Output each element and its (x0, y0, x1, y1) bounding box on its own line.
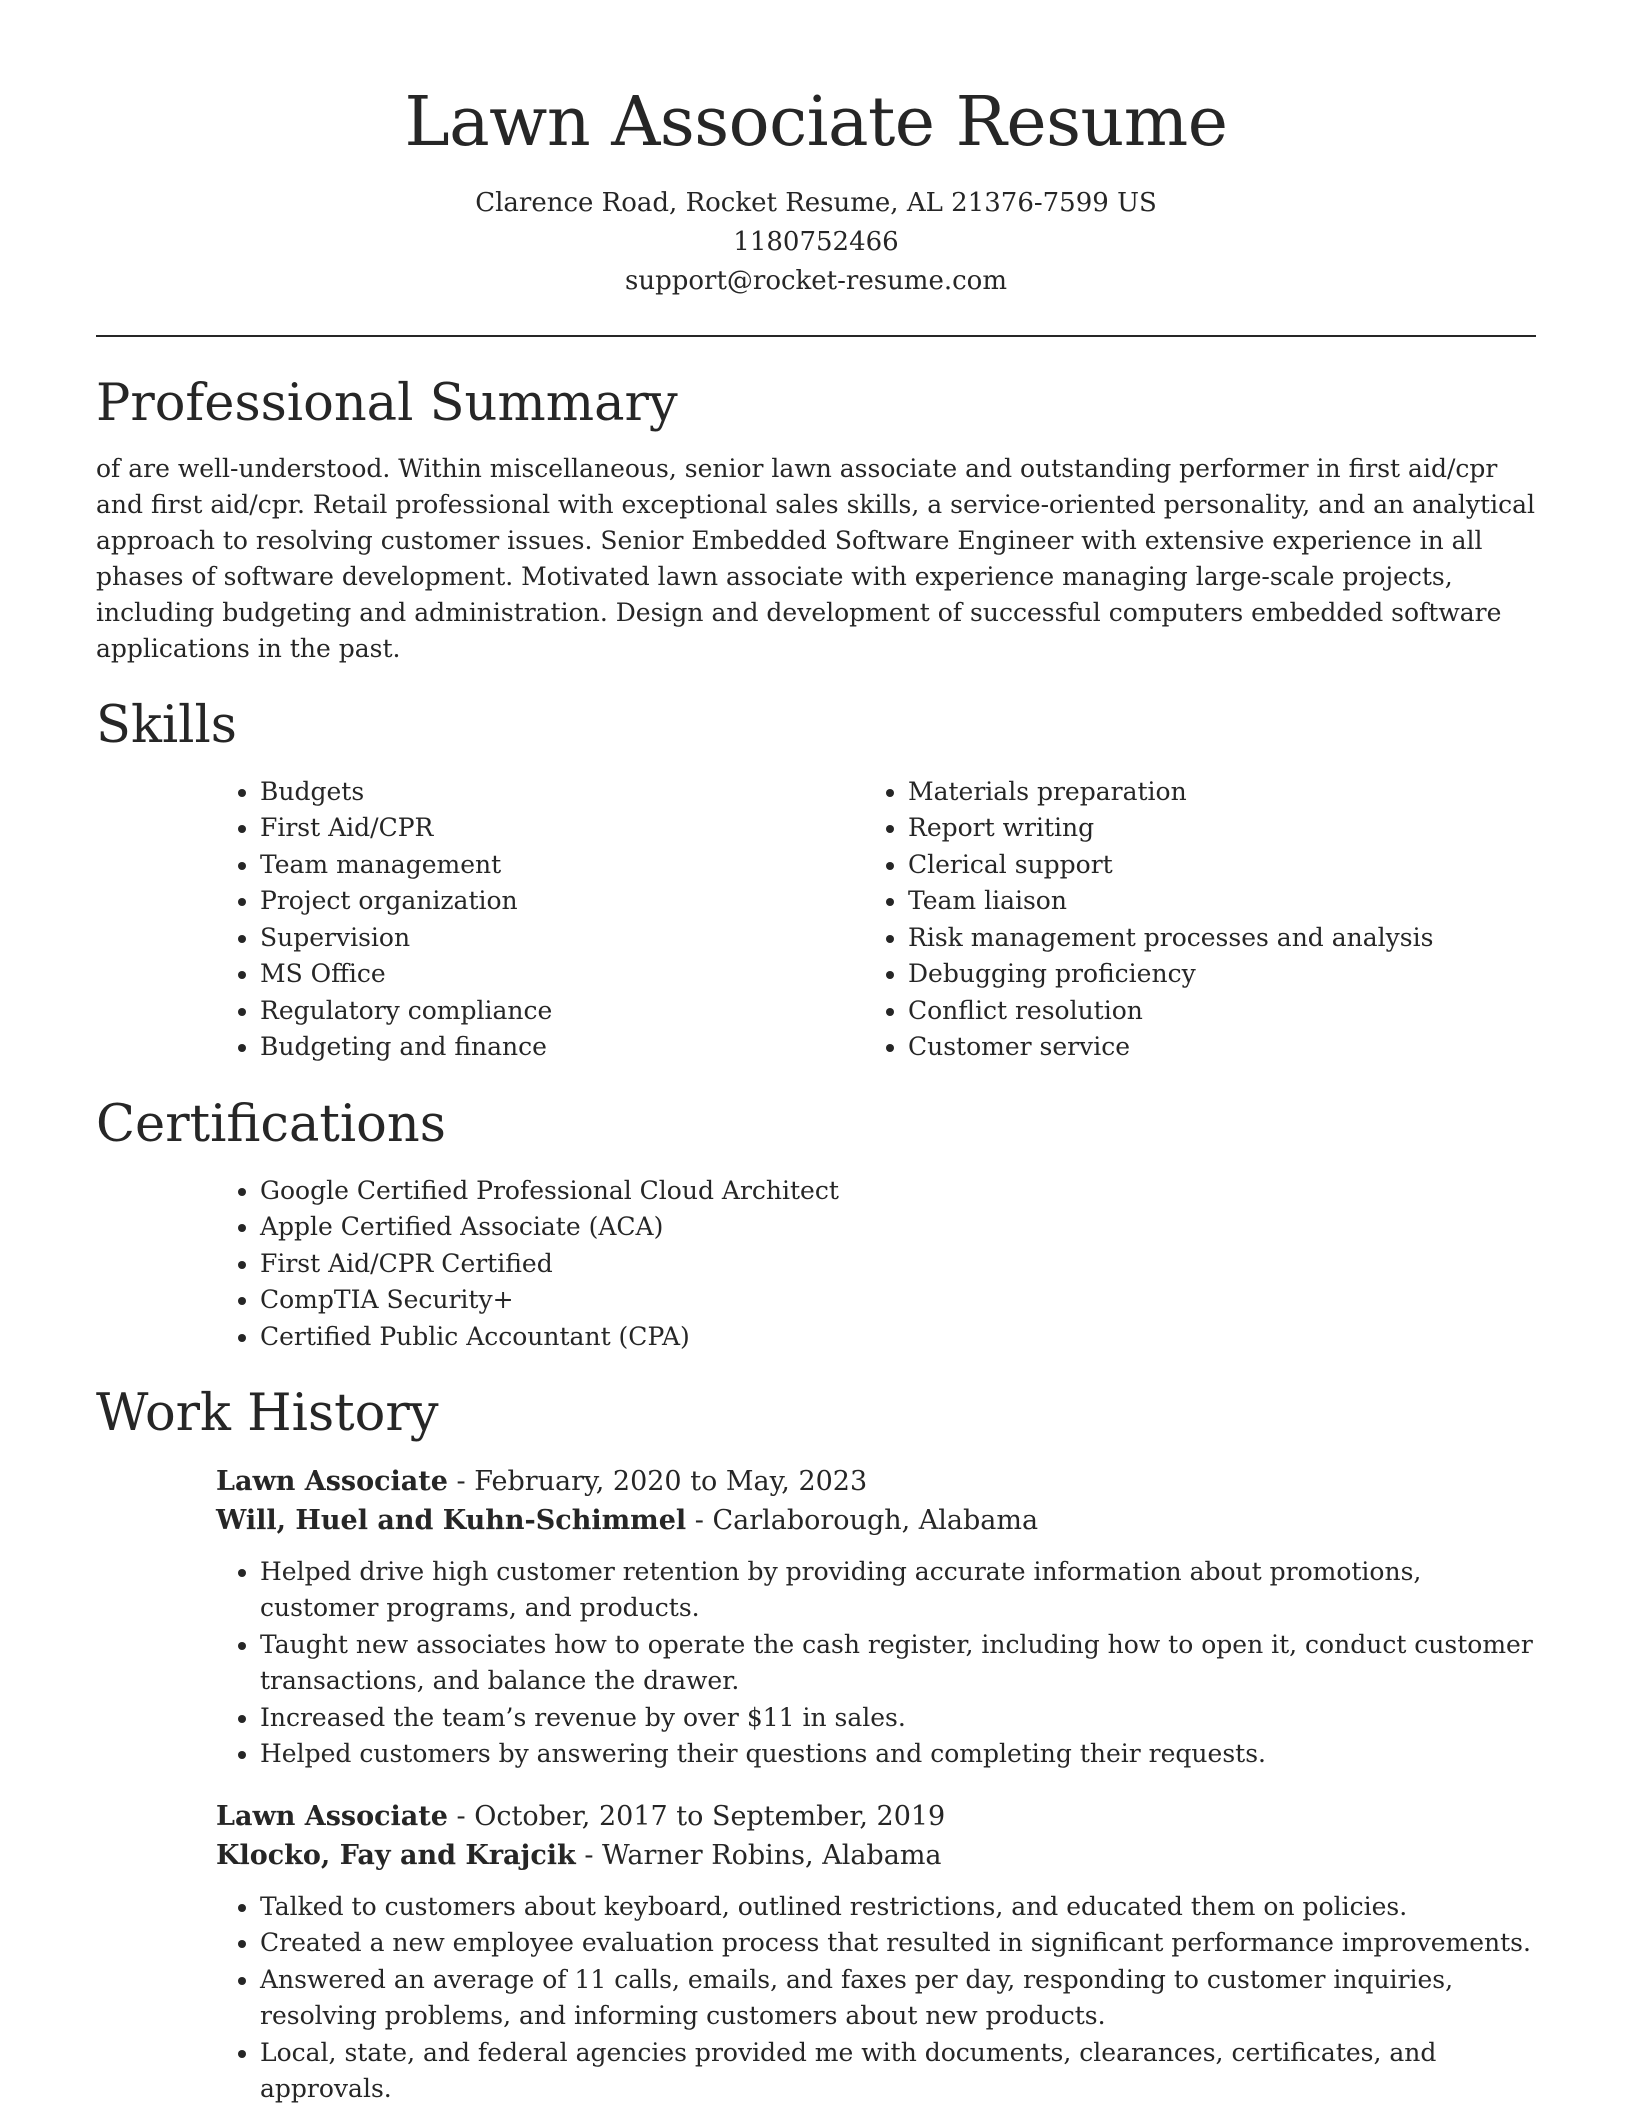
skill-item: • Report writing (908, 810, 1512, 847)
skill-item: • Materials preparation (908, 774, 1512, 811)
job-entry (216, 1797, 1536, 2108)
header-divider (96, 335, 1536, 337)
certification-item: • Apple Certified Associate (ACA) (260, 1209, 1536, 1246)
skill-item: • Supervision (260, 920, 864, 957)
contact-phone: 1180752466 (733, 226, 899, 257)
job-bullets (216, 1889, 1536, 2108)
skill-item: • Budgeting and finance (260, 1029, 864, 1066)
skill-item: • First Aid/CPR (260, 810, 864, 847)
skill-item: • Project organization (260, 883, 864, 920)
summary-text: of are well-understood. Within miscellaneous, senior lawn associate and outstanding performer in first aid/cpr and first aid/cpr. Retail professional with exceptional sales skills, a service-oriented personality, and an analytical approach to resolving customer issues. Senior Embedded Software Engineer with extensive experience in all phases of software development. Motivated lawn associate with experience managing large-scale projects, including budgeting and administration. Design and development of successful computers embedded software applications in the past. (96, 454, 1535, 664)
skill-item: • Clerical support (908, 847, 1512, 884)
job-bullet: • Helped customers by answering their questions and completing their requests. (260, 1736, 1536, 1773)
job-company: Will, Huel and Kuhn-Schimmel (216, 1504, 687, 1536)
skill-item: • Team management (260, 847, 864, 884)
certification-item: • CompTIA Security+ (260, 1282, 1536, 1319)
job-company-line (216, 1501, 1536, 1540)
job-bullet: • Increased the team’s revenue by over $11 in sales. (260, 1700, 1536, 1737)
certifications-section (96, 1096, 1536, 1355)
resume-title: Lawn Associate Resume (404, 83, 1228, 162)
work-history-section (96, 1385, 1536, 2108)
skill-item: • Conflict resolution (908, 993, 1512, 1030)
skill-item: • Team liaison (908, 883, 1512, 920)
contact-address: Clarence Road, Rocket Resume, AL 21376-7599 US (475, 187, 1157, 218)
job-title-line (216, 1797, 1536, 1836)
job-company-line (216, 1836, 1536, 1875)
job-bullet: • Local, state, and federal agencies provided me with documents, clearances, certificates, and approvals. (260, 2035, 1536, 2108)
summary-heading: Professional Summary (96, 373, 678, 433)
job-title-line (216, 1462, 1536, 1501)
job-bullet: • Created a new employee evaluation process that resulted in significant performance improvements. (260, 1925, 1536, 1962)
certification-item: • Google Certified Professional Cloud Architect (260, 1173, 1536, 1210)
work-history-heading: Work History (96, 1384, 439, 1444)
skills-grid (216, 774, 1536, 1066)
job-bullet: • Taught new associates how to operate the cash register, including how to open it, conduct customer transactions, and balance the drawer. (260, 1627, 1536, 1700)
job-company: Klocko, Fay and Krajcik (216, 1839, 576, 1871)
skill-item: • MS Office (260, 956, 864, 993)
resume-header (96, 82, 1536, 301)
job-dates: - October, 2017 to September, 2019 (447, 1800, 946, 1832)
skills-list-left (216, 774, 864, 1066)
skill-item: • Regulatory compliance (260, 993, 864, 1030)
skill-item: • Customer service (908, 1029, 1512, 1066)
skills-heading: Skills (96, 696, 237, 756)
summary-section (96, 375, 1536, 668)
job-location: - Warner Robins, Alabama (575, 1839, 942, 1871)
contact-email: support@rocket-resume.com (624, 265, 1007, 296)
skills-column-right (864, 774, 1512, 1066)
job-bullet: • Talked to customers about keyboard, outlined restrictions, and educated them on policies. (260, 1889, 1536, 1926)
skill-item: • Risk management processes and analysis (908, 920, 1512, 957)
certifications-block (216, 1173, 1536, 1356)
job-location: - Carlaborough, Alabama (686, 1504, 1039, 1536)
job-title: Lawn Associate (216, 1800, 448, 1832)
skills-column-left (216, 774, 864, 1066)
certification-item: • First Aid/CPR Certified (260, 1246, 1536, 1283)
job-title: Lawn Associate (216, 1465, 448, 1497)
certifications-list (216, 1173, 1536, 1356)
job-bullets (216, 1554, 1536, 1773)
skill-item: • Debugging proficiency (908, 956, 1512, 993)
job-dates: - February, 2020 to May, 2023 (447, 1465, 868, 1497)
skills-list-right (864, 774, 1512, 1066)
certifications-heading: Certifications (96, 1094, 446, 1154)
skill-item: • Budgets (260, 774, 864, 811)
job-bullet: • Helped drive high customer retention by providing accurate information about promotions, customer programs, and products. (260, 1554, 1536, 1627)
certification-item: • Certified Public Accountant (CPA) (260, 1319, 1536, 1356)
skills-section (96, 697, 1536, 1066)
job-entry (216, 1462, 1536, 1773)
job-bullet: • Answered an average of 11 calls, emails, and faxes per day, responding to customer inquiries, resolving problems, and informing customers about new products. (260, 1962, 1536, 2035)
